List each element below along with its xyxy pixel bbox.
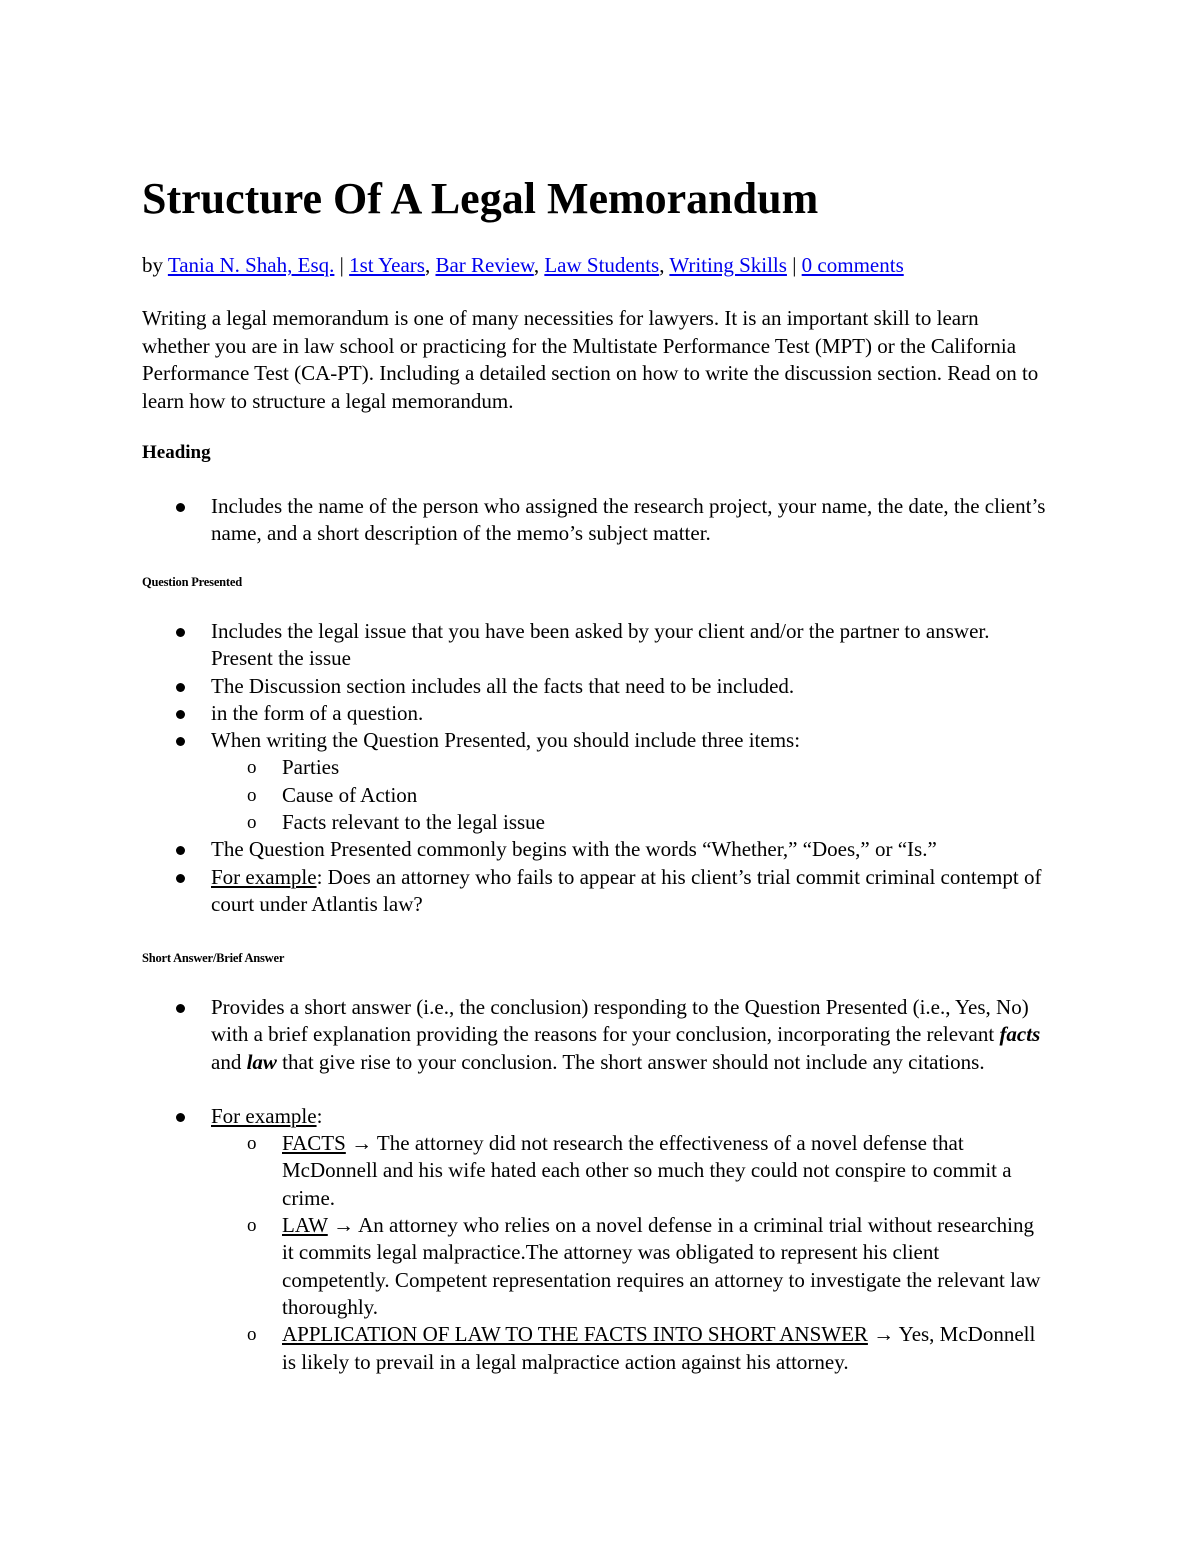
sub-list-item <box>211 809 1047 836</box>
author-link[interactable]: Tania N. Shah, Esq. <box>167 253 335 277</box>
byline <box>142 252 904 280</box>
sub-list-item <box>211 1130 1047 1212</box>
example-colon: : <box>316 1103 323 1128</box>
sub-list-item-text: → Yes, McDonnell is likely to prevail in a legal malpractice action against his attorney. <box>282 1322 1036 1374</box>
list-item-text: in the form of a question. <box>211 700 424 725</box>
bullet-icon <box>176 710 185 719</box>
bullet-icon <box>176 503 185 512</box>
list-item <box>142 727 1047 836</box>
sub-label-facts: FACTS <box>282 1131 346 1156</box>
circle-bullet-icon: o <box>247 757 257 779</box>
example-text: : Does an attorney who fails to appear at his client’s trial commit criminal contempt of court under Atlantis law? <box>211 864 1042 916</box>
section-heading-question-presented: Question Presented <box>142 575 242 589</box>
bullet-icon <box>176 628 185 637</box>
heading-list <box>142 493 1047 548</box>
bullet-icon <box>176 846 185 855</box>
example-label: For example <box>211 864 317 889</box>
circle-bullet-icon: o <box>247 1215 257 1237</box>
circle-bullet-icon: o <box>247 1133 257 1155</box>
sub-list-item-text: Cause of Action <box>282 782 418 807</box>
bullet-icon <box>176 737 185 746</box>
list-item <box>142 1103 1047 1376</box>
bullet-icon <box>176 1004 185 1013</box>
list-item <box>142 493 1047 548</box>
byline-comma: , <box>659 253 670 277</box>
byline-comma: , <box>424 253 436 277</box>
list-item <box>142 864 1047 919</box>
list-item <box>142 618 1047 673</box>
intro-paragraph: Writing a legal memorandum is one of many necessities for lawyers. It is an important skill to learn whether you are in law school or practicing for the Multistate Performance Test (MPT) or the California Performance Test (CA-PT). Including a detailed section on how to write the discussion section. Read on to learn how to structure a legal memorandum. <box>142 306 1039 413</box>
category-link-1st-years[interactable]: 1st Years <box>349 253 425 277</box>
short-answer-list <box>142 994 1047 1376</box>
emphasis-law: law <box>246 1049 277 1074</box>
list-item-text: When writing the Question Presented, you should include three items: <box>211 728 801 753</box>
sub-list-item <box>211 754 1047 781</box>
sub-list <box>211 754 1047 836</box>
category-link-bar-review[interactable]: Bar Review <box>435 253 534 277</box>
byline-separator: | <box>334 253 350 277</box>
list-item <box>142 700 1047 727</box>
bullet-icon <box>176 683 185 692</box>
question-list <box>142 618 1047 918</box>
category-link-law-students[interactable]: Law Students <box>544 253 660 277</box>
list-item-text: Provides a short answer (i.e., the conclusion) responding to the Question Presented (i.e., Yes, No) with a brief explanation providing the reasons for your conclusion, incorporating the relevant <box>211 995 1029 1047</box>
list-item-text: The Question Presented commonly begins with the words “Whether,” “Does,” or “Is.” <box>211 837 937 862</box>
sub-label-application: APPLICATION OF LAW TO THE FACTS INTO SHORT ANSWER <box>282 1322 868 1347</box>
emphasis-facts: facts <box>999 1022 1041 1047</box>
byline-by: by <box>142 253 168 277</box>
list-item-text: and <box>211 1049 247 1074</box>
sub-list-item <box>211 1321 1047 1376</box>
list-item-text: Includes the legal issue that you have been asked by your client and/or the partner to answer. Present the issue <box>211 619 990 671</box>
example-label: For example <box>211 1103 317 1128</box>
sub-list <box>211 1130 1047 1376</box>
sub-list-item-text: Facts relevant to the legal issue <box>282 810 546 835</box>
section-heading-short-answer: Short Answer/Brief Answer <box>142 951 285 965</box>
sub-list-item-text: Parties <box>282 755 340 780</box>
circle-bullet-icon: o <box>247 784 257 806</box>
sub-label-law: LAW <box>282 1213 328 1238</box>
list-item <box>142 836 1047 863</box>
list-item-text: Includes the name of the person who assigned the research project, your name, the date, the client’s name, and a short description of the memo’s subject matter. <box>211 494 1046 546</box>
byline-comma: , <box>533 253 545 277</box>
bullet-icon <box>176 874 185 883</box>
section-heading-heading: Heading <box>142 442 211 463</box>
list-spacer <box>142 1076 1047 1103</box>
sub-list-item-text: → The attorney did not research the effectiveness of a novel defense that McDonnell and his wife hated each other so much they could not conspire to commit a crime. <box>282 1131 1012 1210</box>
circle-bullet-icon: o <box>247 1324 257 1346</box>
comments-link[interactable]: 0 comments <box>801 253 904 277</box>
byline-separator: | <box>786 253 802 277</box>
category-link-writing-skills[interactable]: Writing Skills <box>669 253 787 277</box>
list-item <box>142 673 1047 700</box>
circle-bullet-icon: o <box>247 812 257 834</box>
bullet-icon <box>176 1113 185 1122</box>
list-item <box>142 994 1047 1076</box>
sub-list-item <box>211 782 1047 809</box>
page-title: Structure Of A Legal Memorandum <box>142 174 819 223</box>
sub-list-item-text: → An attorney who relies on a novel defense in a criminal trial without researching it commits legal malpractice.The attorney was obligated to represent his client competently. Competent representation requires an attorney to investigate the relevant law thoroughly. <box>282 1213 1041 1319</box>
list-item-text: that give rise to your conclusion. The short answer should not include any citations. <box>276 1049 985 1074</box>
sub-list-item <box>211 1212 1047 1321</box>
list-item-text: The Discussion section includes all the facts that need to be included. <box>211 673 795 698</box>
